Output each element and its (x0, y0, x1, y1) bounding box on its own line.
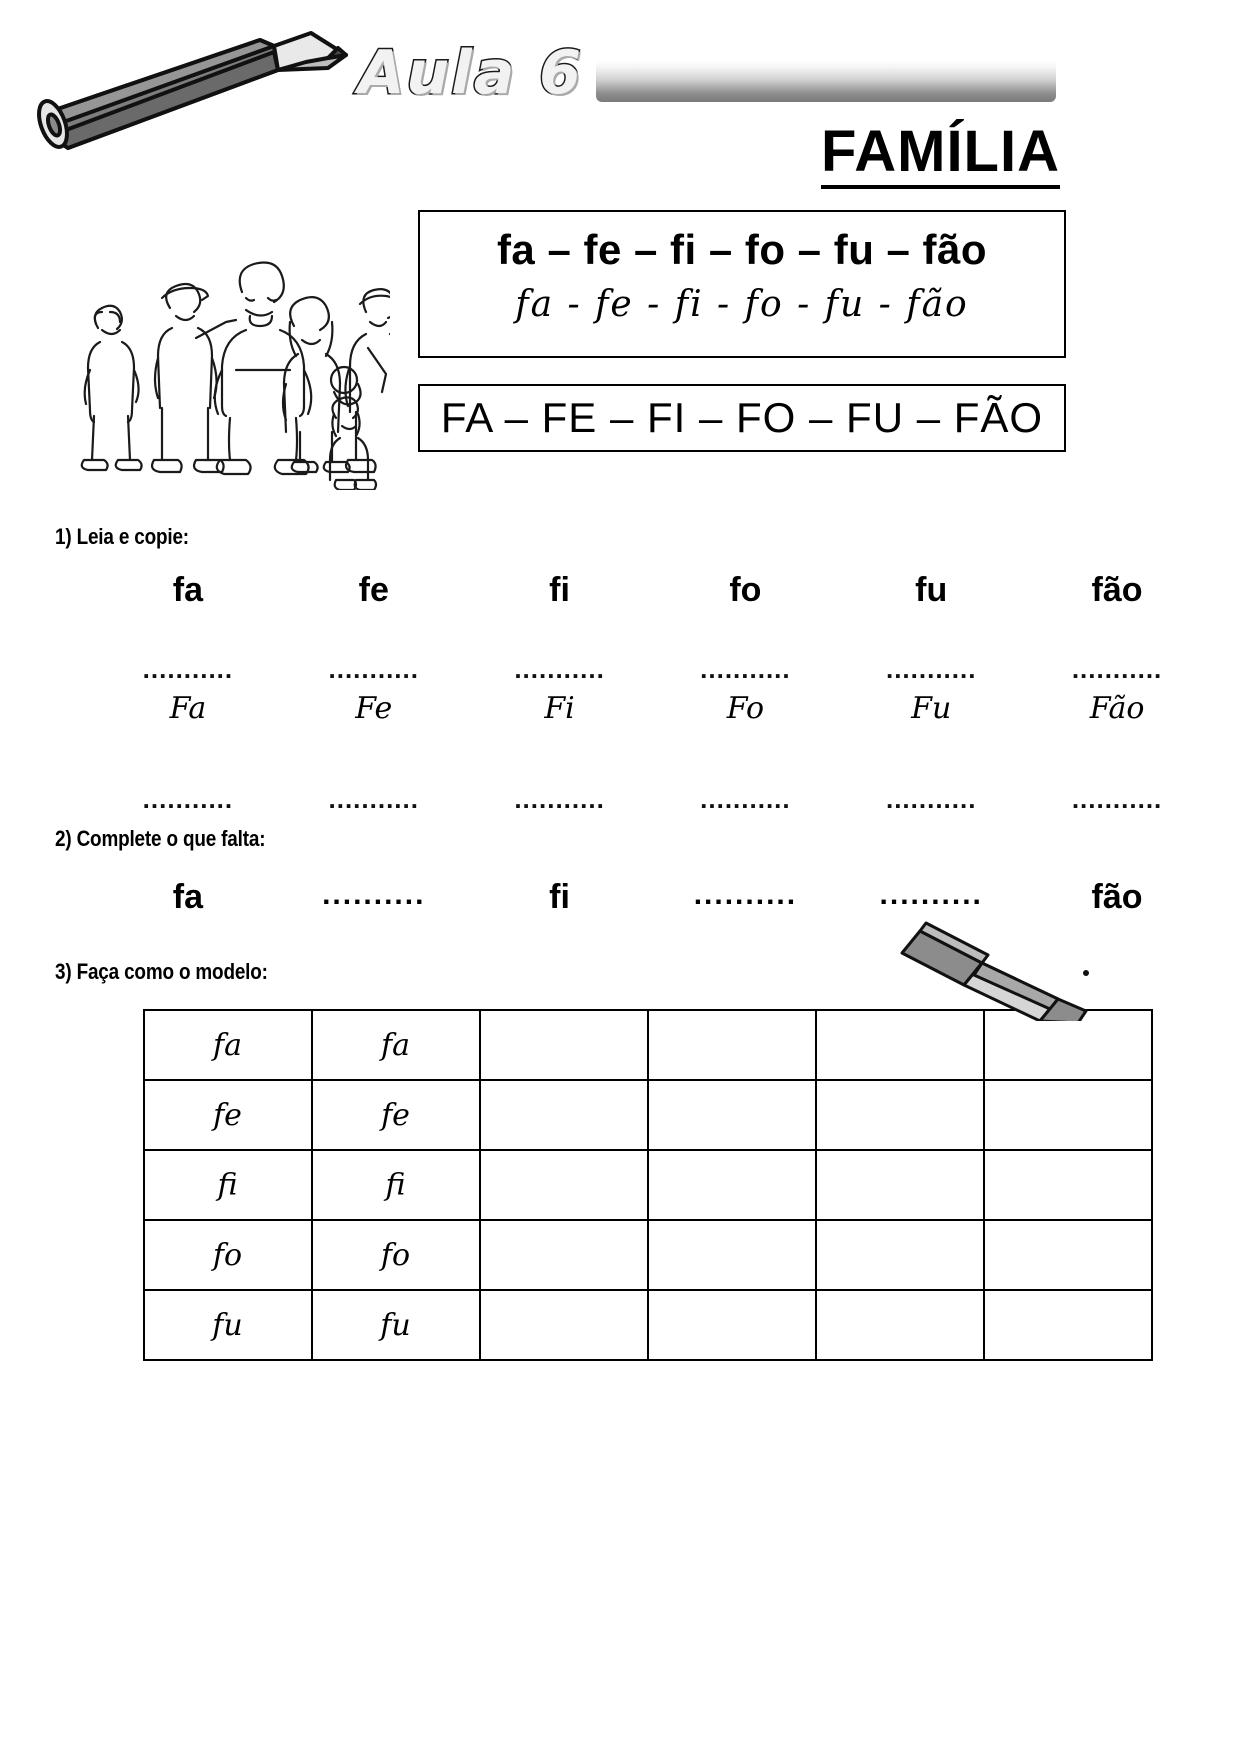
table-cell-blank[interactable] (984, 1080, 1152, 1150)
table-cell-blank[interactable] (480, 1220, 648, 1290)
table-cell-model: fe (144, 1080, 312, 1150)
syllable-cell: fão (1091, 878, 1143, 916)
table-row (144, 1290, 1152, 1360)
syllable-cell: fu (915, 571, 948, 609)
table-cell-blank[interactable] (984, 1220, 1152, 1290)
exercise-1-writing-line-row-1 (95, 634, 1210, 692)
family-illustration-icon (50, 230, 390, 490)
writing-line[interactable]: ........... (885, 784, 977, 814)
writing-line[interactable]: ........... (1071, 784, 1163, 814)
table-cell-blank[interactable] (648, 1010, 816, 1080)
table-cell-model: fo (144, 1220, 312, 1290)
lesson-title: Aula 6 (358, 38, 583, 108)
uppercase-syllable-box (418, 384, 1066, 452)
cursive-syllable-cell: Fo (726, 691, 765, 726)
table-cell-blank[interactable] (984, 1290, 1152, 1360)
table-cell-blank[interactable] (816, 1150, 984, 1220)
writing-line[interactable]: ........... (885, 654, 977, 684)
lowercase-syllable-box (418, 210, 1066, 358)
table-cell-blank[interactable] (816, 1290, 984, 1360)
table-cell-blank[interactable] (648, 1220, 816, 1290)
blank-cell[interactable]: .......... (879, 878, 983, 911)
writing-line[interactable]: ........... (1071, 654, 1163, 684)
table-cell-blank[interactable] (480, 1290, 648, 1360)
exercise-3 (0, 959, 1240, 1361)
table-row (144, 1220, 1152, 1290)
syllable-cell: fi (549, 878, 570, 916)
pencil-icon (28, 28, 408, 158)
lowercase-print-syllables: fa – fe – fi – fo – fu – fão (496, 226, 988, 273)
table-cell-blank[interactable] (984, 1150, 1152, 1220)
table-cell-blank[interactable] (480, 1080, 648, 1150)
cursive-syllable-cell: Fão (1089, 691, 1145, 726)
writing-line[interactable]: ........... (328, 784, 419, 814)
exercise-1-syllable-row (95, 572, 1210, 634)
writing-line[interactable]: ........... (328, 654, 419, 684)
writing-line[interactable]: ........... (514, 654, 605, 684)
writing-line[interactable]: ........... (700, 654, 791, 684)
exercise-2 (0, 826, 1240, 917)
exercise-1-grid (55, 572, 1240, 820)
blank-cell[interactable]: .......... (693, 878, 798, 911)
page-title: FAMÍLIA (821, 122, 1060, 189)
table-cell-blank[interactable] (648, 1080, 816, 1150)
exercise-1-writing-line-row-2 (95, 762, 1210, 820)
syllable-cell: fo (729, 571, 762, 609)
table-cell-blank[interactable] (816, 1220, 984, 1290)
exercise-1-label: 1) Leia e copie: (55, 524, 189, 549)
syllable-cell: fe (358, 571, 389, 609)
cursive-syllable-cell: Fu (911, 691, 952, 726)
top-section (0, 210, 1240, 520)
syllable-boxes (418, 210, 1066, 452)
table-row (144, 1150, 1152, 1220)
page-header (0, 0, 1240, 210)
exercise-1 (0, 524, 1240, 820)
writing-line[interactable]: ........... (514, 784, 605, 814)
blank-cell[interactable]: .......... (322, 878, 426, 911)
crayon-icon (890, 911, 1110, 1021)
syllable-cell: fão (1091, 571, 1143, 609)
writing-line[interactable]: ........... (142, 784, 234, 814)
table-cell-model: fi (144, 1150, 312, 1220)
table-cell-model: fu (312, 1290, 480, 1360)
writing-line[interactable]: ........... (700, 784, 791, 814)
cursive-syllable-cell: Fi (544, 691, 575, 726)
exercise-3-label: 3) Faça como o modelo: (55, 959, 268, 984)
table-cell-model: fa (312, 1010, 480, 1080)
table-row (144, 1080, 1152, 1150)
model-table (143, 1009, 1153, 1361)
uppercase-syllables: FA – FE – FI – FO – FU – FÃO (440, 394, 1044, 441)
gradient-bar-icon (596, 60, 1056, 102)
lowercase-cursive-syllables: fa - fe - fi - fo - fu - fão (515, 284, 969, 325)
table-cell-blank[interactable] (648, 1150, 816, 1220)
table-cell-blank[interactable] (648, 1290, 816, 1360)
table-cell-model: fa (144, 1010, 312, 1080)
writing-line[interactable]: ........... (142, 654, 234, 684)
syllable-cell: fi (549, 571, 570, 609)
table-cell-blank[interactable] (480, 1150, 648, 1220)
exercise-1-cursive-row (95, 692, 1210, 762)
cursive-syllable-cell: Fa (169, 691, 207, 726)
table-cell-model: fo (312, 1220, 480, 1290)
cursive-syllable-cell: Fe (355, 691, 393, 726)
syllable-cell: fa (172, 878, 204, 916)
table-cell-model: fi (312, 1150, 480, 1220)
table-cell-model: fu (144, 1290, 312, 1360)
syllable-cell: fa (172, 571, 204, 609)
table-cell-model: fe (312, 1080, 480, 1150)
exercise-2-label: 2) Complete o que falta: (55, 826, 266, 851)
table-cell-blank[interactable] (816, 1080, 984, 1150)
table-cell-blank[interactable] (480, 1010, 648, 1080)
